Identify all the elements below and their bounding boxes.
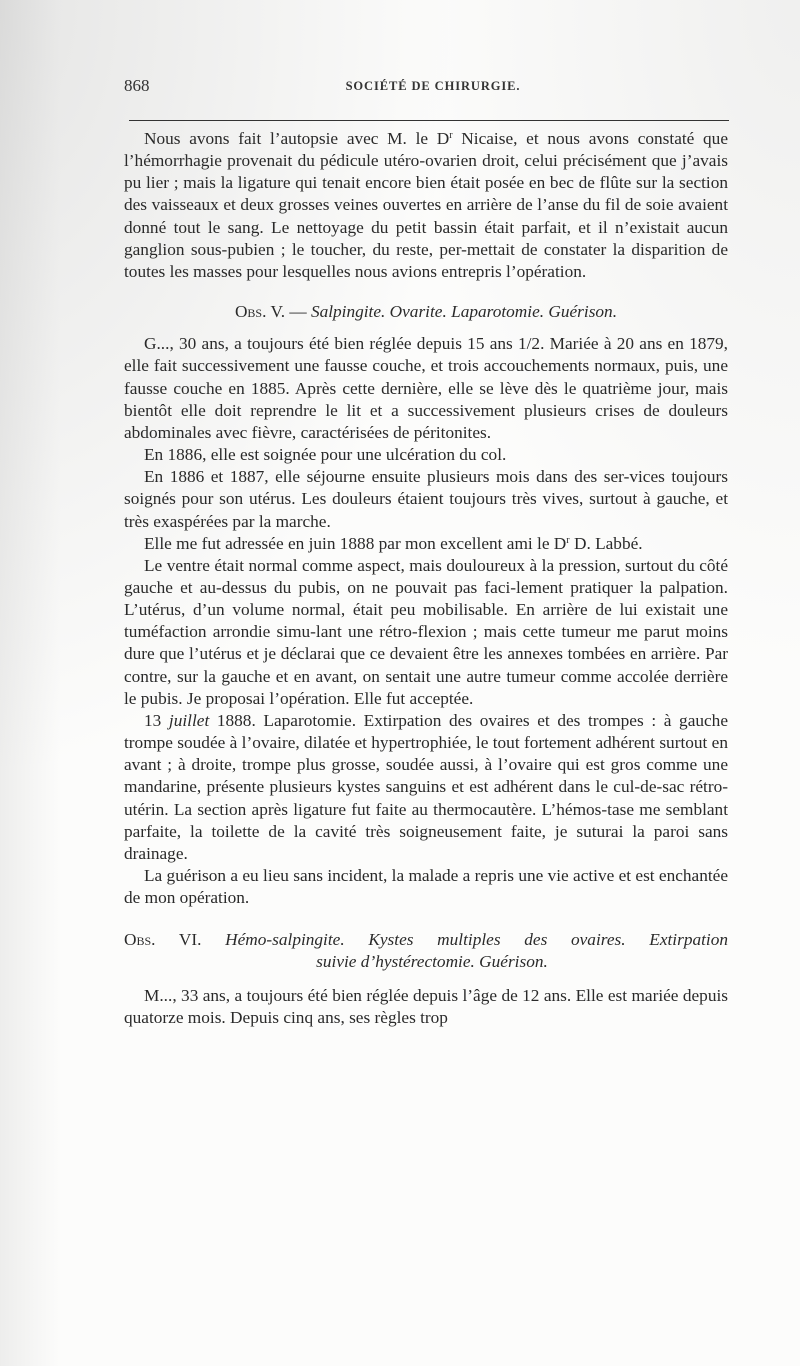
obs6-title-line2: suivie d’hystérectomie. Guérison. [316, 952, 548, 972]
spacer [124, 283, 728, 301]
obs5-heading [124, 301, 728, 323]
date-month: juillet [168, 710, 210, 730]
paragraph-obs6-intro: M..., 33 ans, a toujours été bien réglée depuis l’âge de 12 ans. Elle est mariée depuis quatorze mois. Depuis cinq ans, ses règles trop [124, 985, 728, 1027]
page-number: 868 [124, 76, 150, 95]
spacer [124, 323, 728, 333]
spacer [124, 909, 728, 929]
running-head [124, 76, 728, 100]
body-text [124, 128, 728, 1029]
running-head-title: SOCIÉTÉ DE CHIRURGIE. [345, 79, 521, 93]
paragraph-referral [124, 533, 728, 555]
paragraph-1886-1887: En 1886 et 1887, elle séjourne ensuite plusieurs mois dans des ser-vices toujours soignés pour son utérus. Les douleurs étaient toujours très vives, surtout à gauche, et très exaspérées par la marche. [124, 467, 728, 531]
paragraph-outcome: La guérison a eu lieu sans incident, la malade a repris une vie active et est enchantée de mon opération. [124, 866, 728, 908]
text-run: Elle me fut adressée en juin 1888 par mon excellent ami le D [144, 533, 567, 553]
text-run: Nous avons fait l’autopsie avec M. le D [144, 129, 450, 148]
paragraph-1886: En 1886, elle est soignée pour une ulcération du col. [144, 445, 507, 465]
spacer [124, 974, 728, 985]
paragraph-history: G..., 30 ans, a toujours été bien réglée depuis 15 ans 1/2. Mariée à 20 ans en 1879, elle fait successivement une fausse couche, et trois accouchements normaux, puis, une fausse couche en 1885. Après cette dernière, elle se lève dès le quatrième jour, mais bientôt elle doit reprendre le lit et a successivement plusieurs crises de douleurs abdominales avec fièvre, caractérisées de péritonites. [124, 334, 728, 442]
superscript: r [566, 534, 570, 546]
obs6-title-line1: Hémo-salpingite. Kystes multiples des ovaires. Extirpation [225, 930, 728, 950]
paragraph-autopsy [124, 128, 728, 283]
text-run: 1888. Laparotomie. Extirpation des ovaires et des trompes : à gauche trompe soudée à l’ovaire, dilatée et hypertrophiée, le tout fortement adhérent surtout en avant ; à droite, trompe plus grosse, soudée aussi, à l’ovaire qui est gros comme une mandarine, présente plusieurs kystes sanguins et est adhérent dans le cul-de-sac rétro-utérin. La section après ligature fut faite au thermocautère. L’hémos-tase me semblant parfaite, la toilette de la cavité très soigneusement faite, je suturai la paroi sans drainage. [124, 710, 728, 863]
paragraph-examination: Le ventre était normal comme aspect, mais douloureux à la pression, surtout du côté gauche et au-dessus du pubis, on ne pouvait pas faci-lement pratiquer la palpation. L’utérus, d’un volume normal, était peu mobilisable. En arrière de lui existait une tuméfaction arrondie simu-lant une rétro-flexion ; mais cette tumeur me parut moins dure que l’utérus et je déclarai que ce devaient être les annexes tombées en arrière. Par contre, sur la gauche et en avant, on sentait une autre tumeur comme accolée derrière le pubis. Je proposai l’opération. Elle fut acceptée. [124, 555, 728, 708]
superscript: r [449, 130, 453, 141]
text-run: Nicaise, et nous avons constaté que l’hémorrhagie provenait du pédicule utéro-ovarien droit, celui précisément que j’avais pu lier ; mais la ligature qui tenait encore bien était posée en bec de flûte sur la section des vaisseaux et deux grosses veines ouvertes en arrière de l’anse du fil de soie avaient donné tout le sang. Le nettoyage du petit bassin était parfait, et il n’existait aucun ganglion sous-pubien ; le toucher, du reste, per-mettait de constater la disparition de toutes les masses pour lesquelles nous avions entrepris l’opération. [124, 129, 728, 281]
obs6-heading-line1 [124, 929, 728, 951]
text-run: 13 [144, 710, 169, 730]
obs6-label: Obs. VI. [124, 930, 226, 950]
obs5-title: Salpingite. Ovarite. Laparotomie. Guérison. [310, 302, 618, 322]
header-rule [129, 120, 729, 121]
text-run: D. Labbé. [569, 533, 643, 553]
paragraph-operation [124, 710, 728, 865]
obs5-label: Obs. V. — [234, 302, 311, 322]
